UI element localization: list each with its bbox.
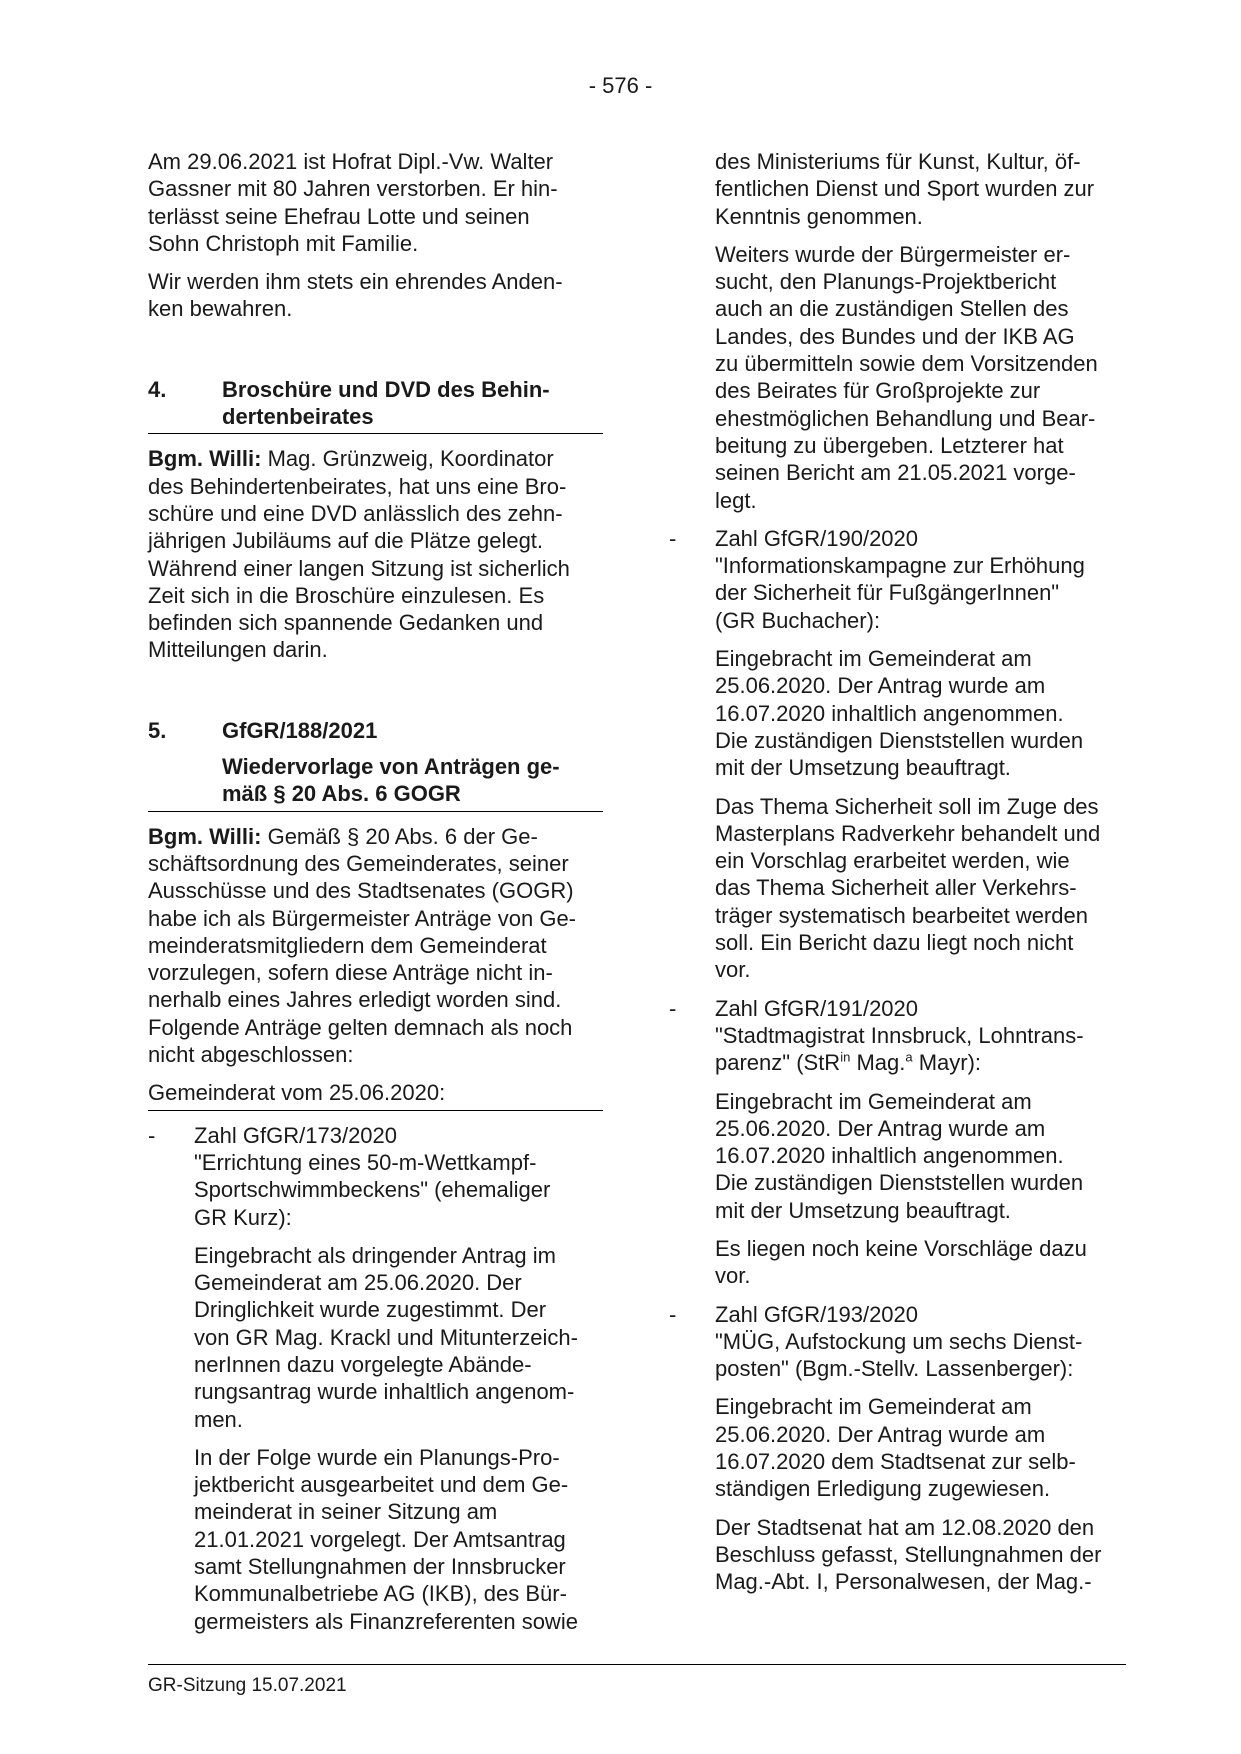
- left-column: [148, 148, 603, 1646]
- list-item: - Zahl GfGR/191/2020 "Stadtmagistrat Innsbruck, Lohntrans- parenz" (StR$^{in}$ Mag.$^a$ Mayr):: [669, 995, 1084, 1076]
- page-number: - 576 -: [588, 73, 653, 98]
- item-paragraph: Eingebracht im Gemeinderat am 25.06.2020. Der Antrag wurde am 16.07.2020 inhaltlich angenommen. Die zuständigen Dienststellen wurden mit der Umsetzung beauftragt.: [715, 1088, 1084, 1223]
- item-paragraph: In der Folge wurde ein Planungs-Pro- jektbericht ausgearbeitet und dem Ge- meinderat in seiner Sitzung am 21.01.2021 vorgelegt. Der Amtsantrag samt Stellungnahmen der Innsbrucker Kommunalbetriebe AG (IKB), des Bür- germeisters als Finanzreferenten sowie: [194, 1444, 578, 1634]
- section-5-subtitle: Wiedervorlage von Anträgen ge- mäß § 20 Abs. 6 GOGR: [148, 753, 603, 812]
- section-4-text: Bgm. Willi: Mag. Grünzweig, Koordinator des Behindertenbeirates, hat uns eine Bro- schüre und eine DVD anlässlich des zehn- jährigen Jubiläums auf die Plätze gelegt. Während einer langen Sitzung ist sicherlich Zeit sich in die Broschüre einzulesen. Es befinden sich spannende Gedanken und Mitteilungen darin.: [148, 446, 570, 663]
- continued-paragraph: Weiters wurde der Bürgermeister er- sucht, den Planungs-Projektbericht auch an die zuständigen Stellen des Landes, des Bundes und der IKB AG zu übermitteln sowie dem Vorsitzenden des Beirates für Großprojekte zur ehestmöglichen Behandlung und Bear- beitung zu übergeben. Letzterer hat seinen Bericht am 21.05.2021 vorge- legt.: [715, 241, 1098, 513]
- section-4-heading: 4. Broschüre und DVD des Behin- dertenbeirates: [148, 376, 603, 435]
- item-paragraph: Der Stadtsenat hat am 12.08.2020 den Beschluss gefasst, Stellungnahmen der Mag.-Abt. I, Personalwesen, der Mag.-: [715, 1514, 1102, 1595]
- remembrance-paragraph: Wir werden ihm stets ein ehrendes Anden- ken bewahren.: [148, 269, 563, 322]
- section-5-text: Bgm. Willi: Gemäß § 20 Abs. 6 der Ge- schäftsordnung des Gemeinderates, seiner Ausschüsse und des Stadtsenates (GOGR) habe ich als Bürgermeister Anträge von Ge- meinderatsmitgliedern dem Gemeinderat vorzulegen, sofern diese Anträge nicht in- nerhalb eines Jahres erledigt worden sind. Folgende Anträge gelten demnach als noch nicht abgeschlossen:: [148, 823, 577, 1068]
- council-date: Gemeinderat vom 25.06.2020:: [148, 1079, 603, 1110]
- item-paragraph: Es liegen noch keine Vorschläge dazu vor.: [715, 1235, 1087, 1289]
- continued-paragraph: des Ministeriums für Kunst, Kultur, öf- fentlichen Dienst und Sport wurden zur Kenntnis genommen.: [715, 149, 1095, 229]
- right-column: [669, 148, 1129, 1607]
- footer-divider: [148, 1664, 1126, 1665]
- list-item: - Zahl GfGR/173/2020 "Errichtung eines 50-m-Wettkampf- Sportschwimmbeckens" (ehemaliger GR Kurz):: [148, 1122, 551, 1230]
- item-paragraph: Eingebracht im Gemeinderat am 25.06.2020. Der Antrag wurde am 16.07.2020 inhaltlich angenommen. Die zuständigen Dienststellen wurden mit der Umsetzung beauftragt.: [715, 646, 1084, 781]
- footer-text: GR-Sitzung 15.07.2021: [148, 1675, 347, 1696]
- section-5-heading: 5. GfGR/188/2021: [148, 717, 378, 743]
- item-paragraph: Eingebracht als dringender Antrag im Gemeinderat am 25.06.2020. Der Dringlichkeit wurde zugestimmt. Der von GR Mag. Krackl und Mitunterzeich- nerInnen dazu vorgelegte Abände- rungsantrag wurde inhaltlich angenom- men.: [194, 1242, 578, 1432]
- item-paragraph: Eingebracht im Gemeinderat am 25.06.2020. Der Antrag wurde am 16.07.2020 dem Stadtsenat zur selb- ständigen Erledigung zugewiesen.: [715, 1394, 1076, 1502]
- list-item: - Zahl GfGR/193/2020 "MÜG, Aufstockung um sechs Dienst- posten" (Bgm.-Stellv. Lassenberger):: [669, 1301, 1083, 1382]
- item-paragraph: Das Thema Sicherheit soll im Zuge des Masterplans Radverkehr behandelt und ein Vorschlag erarbeitet werden, wie das Thema Sicherheit aller Verkehrs- träger systematisch bearbeitet werden soll. Ein Bericht dazu liegt noch nicht vor.: [715, 793, 1101, 983]
- list-item: - Zahl GfGR/190/2020 "Informationskampagne zur Erhöhung der Sicherheit für FußgängerInnen" (GR Buchacher):: [669, 525, 1085, 633]
- obituary-paragraph: Am 29.06.2021 ist Hofrat Dipl.-Vw. Walter Gassner mit 80 Jahren verstorben. Er hin- terlässt seine Ehefrau Lotte und seinen Sohn Christoph mit Familie.: [148, 149, 558, 256]
